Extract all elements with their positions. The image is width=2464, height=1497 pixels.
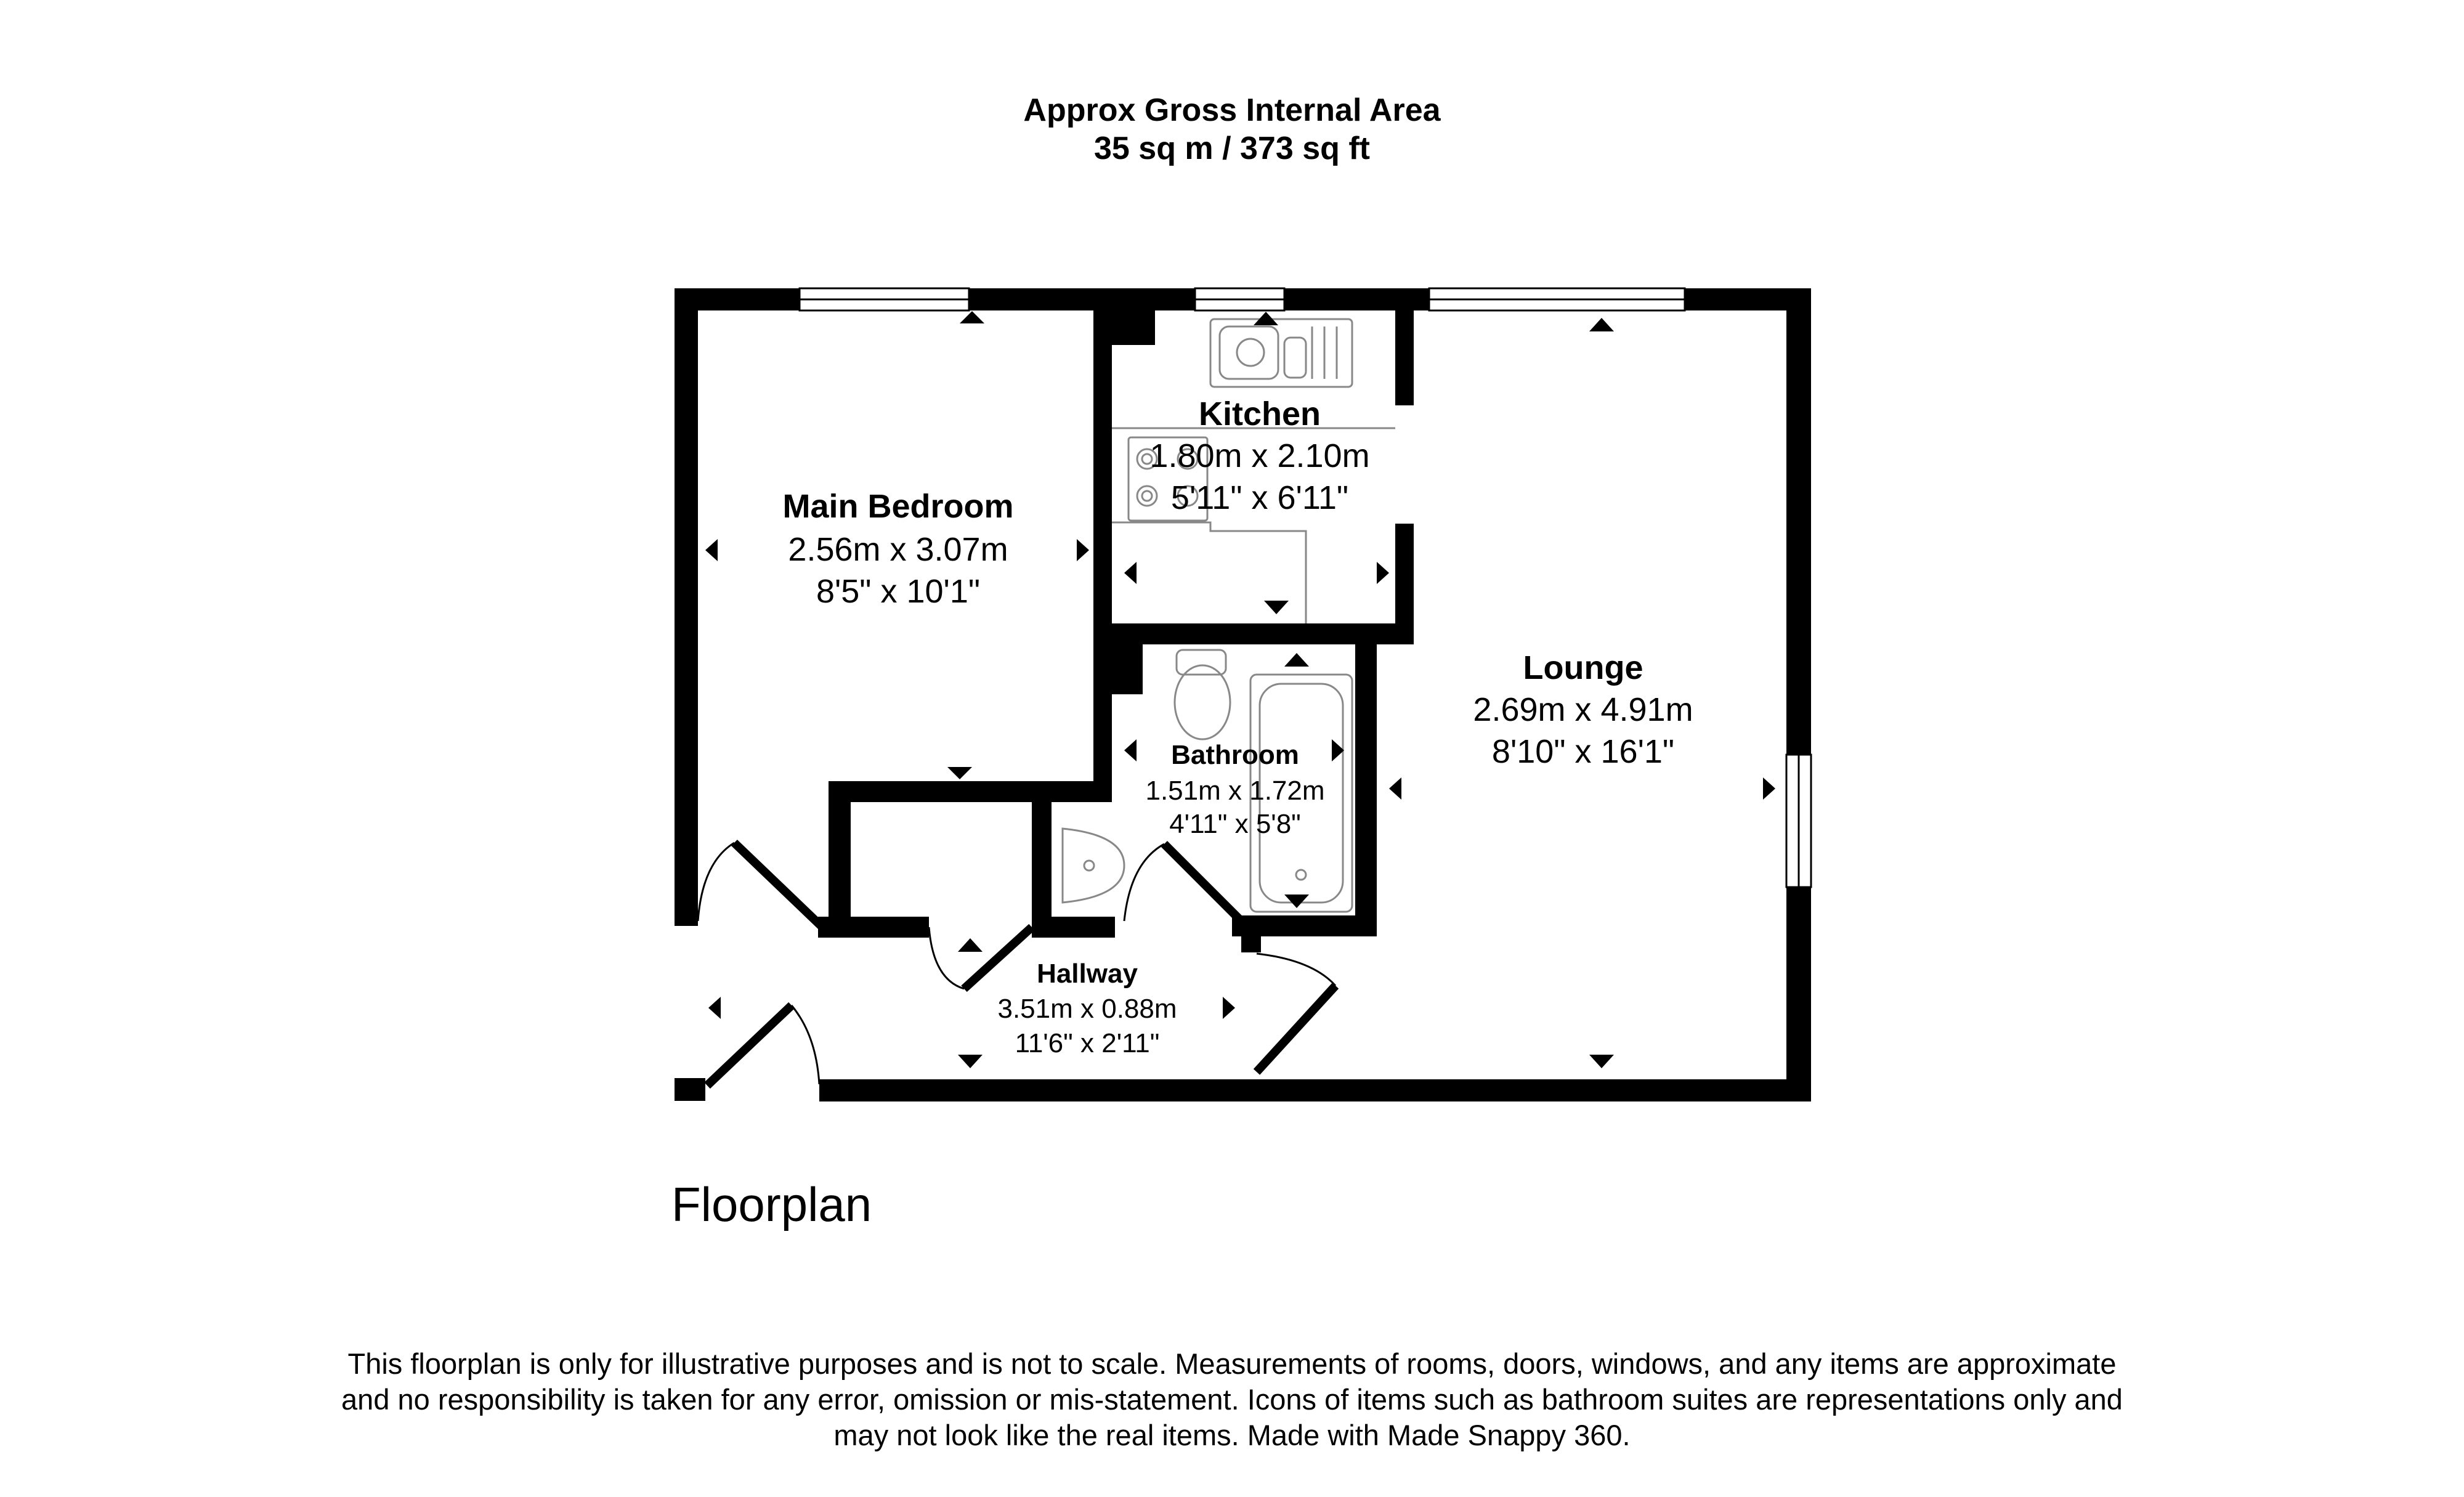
arrow-hallway-left (708, 997, 721, 1019)
arrow-bathroom-top (1284, 653, 1309, 667)
toilet-icon (1175, 665, 1230, 739)
room-name-hallway: Hallway (1037, 959, 1138, 989)
arrow-kitchen-bottom (1264, 601, 1289, 614)
room-imperial-kitchen: 5'11" x 6'11" (1170, 479, 1349, 516)
room-metric-main-bedroom: 2.56m x 3.07m (788, 531, 1008, 568)
wall-bath-right (1355, 641, 1377, 936)
wall-kitchen-lounge-lower (1395, 524, 1414, 644)
room-metric-kitchen: 1.80m x 2.10m (1149, 437, 1370, 474)
arrow-kitchen-left (1124, 562, 1137, 584)
sink-icon (1210, 319, 1352, 387)
arrow-lounge-top (1589, 318, 1614, 331)
room-imperial-lounge: 8'10" x 16'1" (1491, 733, 1675, 770)
outer-wall-left-lower (675, 1078, 705, 1101)
floorplan-label: Floorplan (671, 1177, 872, 1231)
area-value: 35 sq m / 373 sq ft (1094, 131, 1370, 166)
arrow-bedroom-right (1077, 539, 1089, 561)
arrow-lounge-right (1763, 777, 1775, 800)
arrow-kitchen-right (1377, 562, 1389, 584)
room-name-lounge: Lounge (1523, 649, 1643, 686)
arrow-bedroom-top (960, 311, 984, 323)
outer-wall-left-upper (675, 288, 698, 926)
door-cupboard (964, 927, 1032, 989)
arrow-bedroom-left (705, 539, 718, 561)
arrow-hallway-bottom (958, 1055, 983, 1068)
room-metric-bathroom: 1.51m x 1.72m (1145, 776, 1325, 806)
arrow-lounge-left (1389, 777, 1401, 800)
disclaimer-line-2: and no responsibility is taken for any error, omission or mis-statement. Icons of items such as bathroom suites are representations only and (341, 1383, 2123, 1416)
room-name-bathroom: Bathroom (1171, 740, 1299, 770)
room-metric-hallway: 3.51m x 0.88m (997, 994, 1177, 1024)
outer-wall-bottom (819, 1079, 1811, 1101)
arrow-bathroom-bottom (1284, 895, 1309, 908)
room-name-kitchen: Kitchen (1198, 396, 1321, 432)
disclaimer (271, 1346, 2193, 1453)
arrow-hallway-top (958, 938, 983, 952)
arrow-bathroom-left (1124, 739, 1137, 761)
arrow-lounge-bottom (1589, 1055, 1614, 1068)
room-imperial-hallway: 11'6" x 2'11" (1015, 1028, 1160, 1058)
area-title: Approx Gross Internal Area (1023, 92, 1441, 128)
wall-bath-left (1093, 641, 1112, 782)
door-lounge (1257, 986, 1335, 1072)
room-imperial-main-bedroom: 8'5" x 10'1" (816, 573, 981, 610)
wall-cupboard-left (829, 781, 851, 936)
arrow-hallway-right (1223, 997, 1235, 1019)
room-imperial-bathroom: 4'11" x 5'8" (1169, 809, 1301, 839)
wall-kitchen-corner (1093, 288, 1155, 345)
wall-bath-door-post (1241, 915, 1261, 952)
room-labels (782, 396, 1693, 1058)
room-metric-lounge: 2.69m x 4.91m (1473, 691, 1693, 728)
disclaimer-line-3: may not look like the real items. Made with Made Snappy 360. (833, 1419, 1631, 1451)
door-bathroom (1164, 844, 1239, 919)
room-name-main-bedroom: Main Bedroom (782, 488, 1014, 525)
disclaimer-line-1: This floorplan is only for illustrative purposes and is not to scale. Measurements of rooms, doors, windows, and any items are approximate (347, 1347, 2117, 1380)
wall-kitchen-lounge-upper (1395, 288, 1414, 405)
wall-cupboard-top (829, 781, 1112, 802)
wall-cupboard-bottom-left (818, 917, 929, 938)
wall-cupboard-right (1032, 802, 1052, 936)
arrow-bedroom-bottom (947, 767, 972, 779)
outer-wall-right (1786, 288, 1811, 1101)
door-bedroom (734, 843, 822, 927)
